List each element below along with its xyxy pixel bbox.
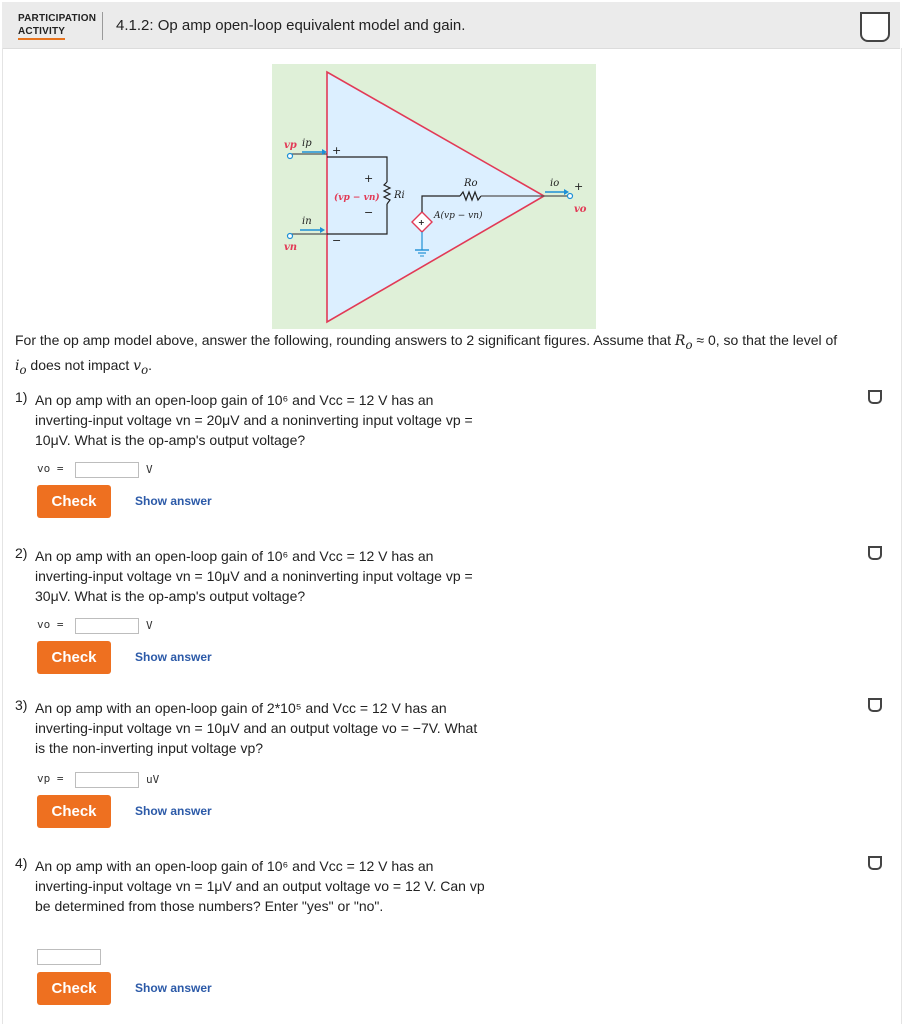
in-label: in — [302, 216, 312, 227]
op-amp-diagram — [272, 64, 596, 329]
output-plus-sign: + — [574, 180, 584, 193]
question-number: 3) — [15, 697, 28, 713]
check-button-3[interactable]: Check — [37, 795, 111, 828]
check-button-2[interactable]: Check — [37, 641, 111, 674]
vn-label: vn — [284, 242, 298, 253]
vo-label: vo — [574, 204, 587, 215]
source-plus-sign: + — [418, 218, 425, 227]
ri-plus-sign: + — [364, 172, 374, 185]
question-text: An op amp with an open-loop gain of 10⁶ and Vcc = 12 V has an inverting-input voltage vn = 10μV and a noninverting input voltage vp = 30μV. What is the op-amp's output voltage? — [35, 548, 473, 604]
header-divider — [102, 12, 103, 40]
activity-type-line2: ACTIVITY — [18, 25, 65, 40]
output-terminal — [568, 194, 573, 199]
answer-variable-label: vo = — [37, 618, 64, 631]
question-4-completion-shield-icon — [868, 856, 882, 870]
ri-label: Ri — [394, 190, 405, 201]
answer-input-4[interactable] — [37, 949, 101, 965]
answer-unit-label: V — [146, 619, 153, 632]
answer-variable-label: vo = — [37, 462, 64, 475]
question-2-completion-shield-icon — [868, 546, 882, 560]
question-text: An op amp with an open-loop gain of 10⁶ and Vcc = 12 V has an inverting-input voltage vn = 1μV and an output voltage vo = 12 V. Can vp be determined from those numbers? Enter "yes" or "no". — [35, 858, 485, 914]
diff-label: (vp − vn) — [334, 193, 380, 203]
activity-header — [2, 2, 900, 49]
answer-input-3[interactable] — [75, 772, 139, 788]
activity-title: 4.1.2: Op amp open-loop equivalent model and gain. — [116, 17, 466, 34]
question-1-completion-shield-icon — [868, 390, 882, 404]
answer-variable-label: vp = — [37, 772, 64, 785]
show-answer-button-3[interactable]: Show answer — [135, 804, 212, 818]
check-button-1[interactable]: Check — [37, 485, 111, 518]
intro-text: For the op amp model above, answer the following, rounding answers to 2 significant figures. Assume that $R_o \approx 0$, so that the level of $i_o$ does not impact $v_o$. — [15, 332, 838, 377]
question-text: An op amp with an open-loop gain of 10⁶ and Vcc = 12 V has an inverting-input voltage vn = 20μV and a noninverting input voltage vp = 10μV. What is the op-amp's output voltage? — [35, 392, 473, 448]
show-answer-button-4[interactable]: Show answer — [135, 981, 212, 995]
question-3-completion-shield-icon — [868, 698, 882, 712]
question-number: 2) — [15, 545, 28, 561]
op-amp-figure — [272, 64, 596, 329]
inverting-terminal — [288, 234, 293, 239]
ro-label: Ro — [464, 178, 478, 189]
question-text: An op amp with an open-loop gain of 2*10⁵ and Vcc = 12 V has an inverting-input voltage vn = 10μV and an output voltage vo = −7V. What is the non-inverting input voltage vp? — [35, 700, 478, 756]
question-number: 1) — [15, 389, 28, 405]
inverting-sign: − — [332, 234, 342, 247]
show-answer-button-2[interactable]: Show answer — [135, 650, 212, 664]
completion-shield-icon — [860, 12, 890, 42]
answer-input-2[interactable] — [75, 618, 139, 634]
gain-label: A(vp − vn) — [434, 211, 483, 221]
check-button-4[interactable]: Check — [37, 972, 111, 1005]
noninverting-terminal — [288, 154, 293, 159]
show-answer-button-1[interactable]: Show answer — [135, 494, 212, 508]
answer-input-1[interactable] — [75, 462, 139, 478]
ip-label: ip — [302, 138, 312, 149]
answer-unit-label: uV — [146, 773, 160, 786]
noninverting-sign: + — [332, 144, 342, 157]
vp-label: vp — [284, 140, 297, 151]
answer-unit-label: V — [146, 463, 153, 476]
question-number: 4) — [15, 855, 28, 871]
activity-type-line1: PARTICIPATION — [18, 13, 97, 24]
ri-minus-sign: − — [364, 206, 374, 219]
io-label: io — [550, 178, 560, 189]
activity-type-label — [18, 12, 96, 40]
